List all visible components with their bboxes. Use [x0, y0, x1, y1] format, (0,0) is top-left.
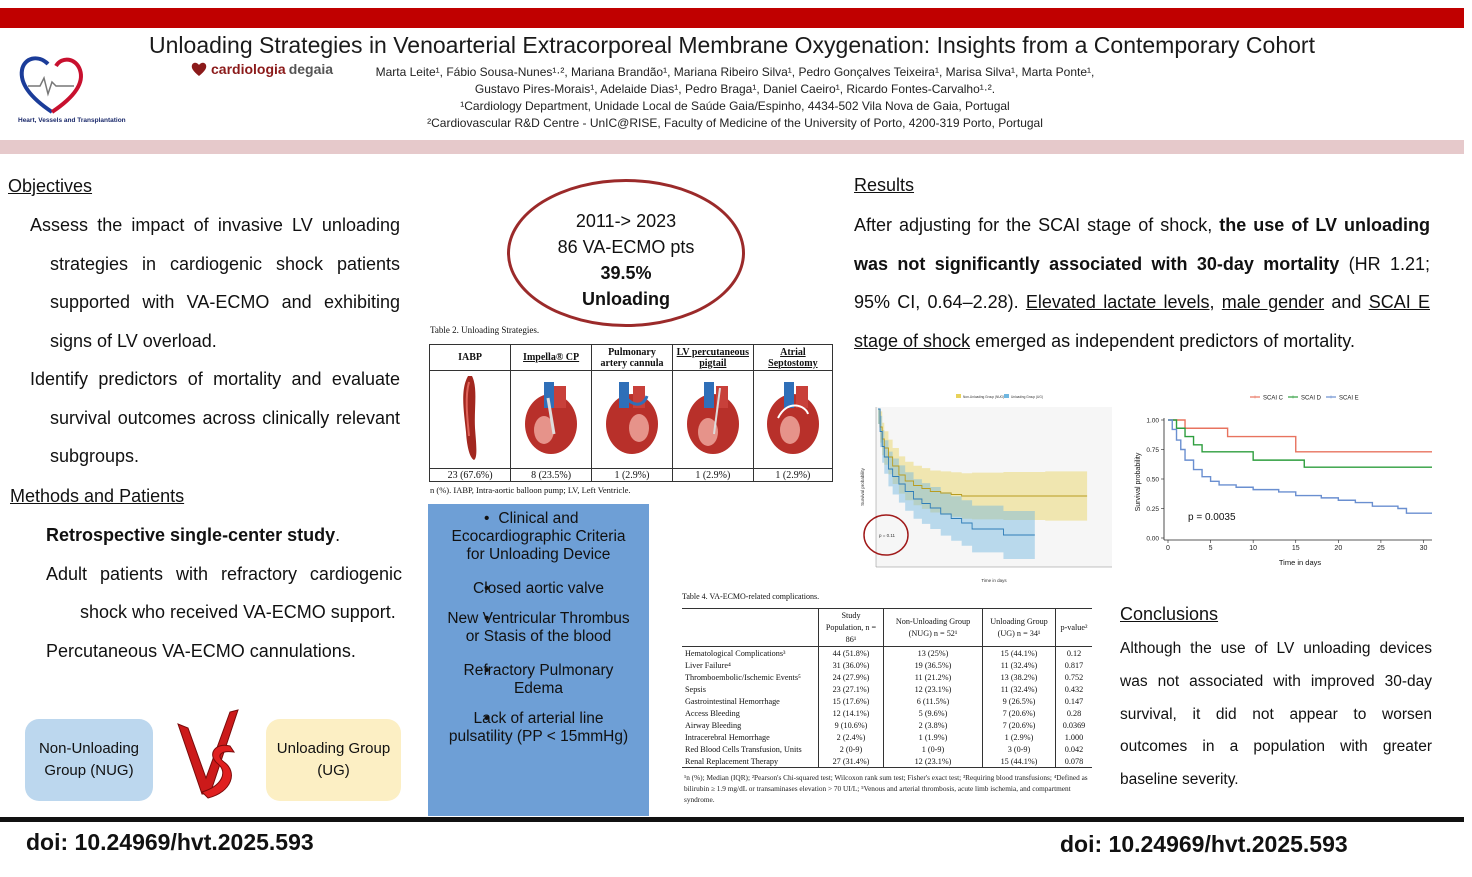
results-p1-bold: the use of LV unloading was not significantly associated with 30-day mortality: [854, 215, 1430, 274]
chart1-legend-swatch: [956, 394, 961, 398]
hvt-logo-caption: Heart, Vessels and Transplantation: [18, 117, 126, 124]
table4-cell: 2 (3.8%): [884, 719, 983, 731]
chart1-xlabel: Time in days: [981, 578, 1007, 583]
chart2-x-tick-label: 15: [1291, 545, 1300, 552]
table4-cell: 12 (23.1%): [884, 683, 983, 695]
chart1-legend-label: Unloading Group (UG): [1011, 395, 1043, 399]
criteria-item: • Clinical and Ecocardiographic Criteria for Unloading Device: [428, 510, 649, 564]
table4-cell: 13 (25%): [884, 647, 983, 660]
table4-row-label: Airway Bleeding: [682, 719, 819, 731]
table4-cell: 31 (36.0%): [819, 659, 884, 671]
table4-cell: 9 (10.6%): [819, 719, 884, 731]
table4-caption: Table 4. VA-ECMO-related complications.: [682, 592, 820, 601]
footer-divider: [0, 817, 1464, 822]
criteria-item: • Lack of arterial line pulsatility (PP < 15mmHg): [428, 710, 649, 746]
header-divider-bar: [0, 140, 1464, 154]
table4-cell: 6 (11.5%): [884, 695, 983, 707]
table4-cell: 0.078: [1064, 756, 1084, 766]
affiliation-2: ²Cardiovascular R&D Centre - UnIC@RISE, Faculty of Medicine of the University of Porto, 4200-319 Porto, Portugal: [427, 116, 1043, 130]
nug-group-pill: Non-Unloading Group (NUG): [25, 719, 153, 801]
table4-cell: 11 (32.4%): [983, 683, 1056, 695]
table4-cell: 15 (44.1%): [983, 647, 1056, 660]
heart-brand-icon: [190, 60, 208, 78]
conclusions-heading: Conclusions: [1120, 604, 1219, 624]
table4-row-label: Access Bleeding: [682, 707, 819, 719]
table4-cell: 19 (36.5%): [884, 659, 983, 671]
oval-percent: 39.5%: [600, 263, 652, 283]
table4-cell: 7 (20.6%): [983, 719, 1056, 731]
table4-cell: 13 (38.2%): [983, 671, 1056, 683]
chart2-y-tick-label: 0.50: [1146, 476, 1159, 484]
authors-line-1: Marta Leite¹, Fábio Sousa-Nunes¹·², Mariana Brandão¹, Mariana Ribeiro Silva¹, Pedro Gonçalves Teixeira¹, Marisa Silva¹, Marta Ponte¹,: [375, 65, 1095, 79]
septostomy-image: [753, 371, 832, 469]
doi-right[interactable]: doi: 10.24969/hvt.2025.593: [1060, 831, 1348, 857]
table4-row: [682, 731, 1092, 743]
method-item: • Percutaneous VA-ECMO cannulations.: [8, 632, 402, 671]
results-u3: SCAI E stage of shock: [854, 292, 1430, 351]
table4-row: [682, 683, 1092, 695]
heart-logo-icon: [18, 52, 86, 116]
chart2-legend-label: SCAI E: [1339, 395, 1359, 402]
table2-caption: Table 2. Unloading Strategies.: [430, 325, 540, 335]
poster-title: Unloading Strategies in Venoarterial Extracorporeal Membrane Oxygenation: Insights from a Contemporary Cohort: [149, 32, 1315, 58]
table4-header: Non-Unloading Group (NUG) n = 52¹: [884, 609, 983, 647]
table2-header: LV percutaneous pigtail: [672, 345, 753, 371]
results-u1: Elevated lactate levels: [1025, 292, 1210, 312]
objectives-list: [8, 206, 400, 476]
heart-impella-icon: [518, 378, 584, 458]
affiliation-1: ¹Cardiology Department, Unidade Local de Saúde Gaia/Espinho, 4434-502 Vila Nova de Gaia, Portugal: [460, 99, 1010, 113]
oval-unloading: Unloading: [582, 289, 670, 309]
table4-header: Unloading Group (UG) n = 34¹: [983, 609, 1056, 647]
chart2-legend-marker: +: [1253, 395, 1257, 401]
table4-row-label: Intracerebral Hemorrhage: [682, 731, 819, 743]
chart2-legend-label: SCAI D: [1301, 395, 1322, 402]
criteria-item: • Refractory Pulmonary Edema: [428, 662, 649, 698]
table4-cell: 27 (31.4%): [819, 755, 884, 768]
table4-cell: 0.432: [1064, 684, 1084, 694]
table4-row: [682, 755, 1092, 768]
table4-row-label: Red Blood Cells Transfusion, Units: [682, 743, 819, 755]
table2-value: 1 (2.9%): [592, 469, 673, 482]
table4-cell: 12 (23.1%): [884, 755, 983, 768]
lv-pigtail-image: [672, 371, 753, 469]
table2-header: Impella® CP: [511, 345, 592, 371]
chart2-y-tick-label: 0.00: [1146, 535, 1159, 543]
brand-text-b: degaia: [288, 61, 334, 77]
table2-value: 23 (67.6%): [430, 469, 511, 482]
results-p1: After adjusting for the SCAI stage of shock,: [854, 215, 1213, 235]
table4-complications: [682, 608, 1092, 768]
table4-row: [682, 719, 1092, 731]
table4-row-label: Thromboembolic/Ischemic Events⁵: [682, 671, 819, 683]
results-p4: emerged as independent predictors of mortality.: [975, 330, 1355, 351]
table4-notes: ¹n (%); Median (IQR); ²Pearson's Chi-squared test; Wilcoxon rank sum test; Fisher's exact test; ³Requiring blood transfusions; ⁴Defined as bilirubin ≥ 1.9 mg/dL or transaminases elevation > 70 UI/L; ⁵Venous and arterial thrombosis, acute limb ischemia, and compartment syndrome.: [684, 773, 1088, 804]
chart2-x-tick-label: 25: [1377, 545, 1385, 552]
table4-cell: 1 (0-9): [884, 743, 983, 755]
pa-cannula-image: [592, 371, 673, 469]
chart2-legend-marker: +: [1291, 395, 1295, 401]
impella-image: [511, 371, 592, 469]
table4-cell: 0.12: [1066, 648, 1082, 658]
table4-cell: 1 (1.9%): [884, 731, 983, 743]
criteria-item: • New Ventricular Thrombus or Stasis of the blood: [428, 610, 649, 646]
table4-row: [682, 743, 1092, 755]
iabp-image: [430, 371, 511, 469]
table4-row-label: Sepsis: [682, 683, 819, 695]
brand-text-a: cardiologia: [211, 61, 286, 77]
oval-patients: 86 VA-ECMO pts: [557, 237, 695, 257]
table2-note: n (%). IABP, Intra-aortic balloon pump; LV, Left Ventricle.: [430, 485, 631, 495]
table4-header: p-value²: [1056, 609, 1093, 647]
chart2-y-tick-label: 0.75: [1146, 447, 1159, 454]
chart2-x-tick-label: 0: [1166, 545, 1170, 552]
heart-septostomy-icon: [760, 378, 826, 458]
conclusions-text: Although the use of LV unloading devices was not associated with improved 30-day survival, it did not appear to worsen outcomes in a population with greater baseline severity.: [1120, 640, 1432, 789]
table4-cell: 23 (27.1%): [819, 683, 884, 695]
table4-cell: 2 (2.4%): [819, 731, 884, 743]
table4-cell: 0.817: [1064, 660, 1084, 670]
objective-item: • Assess the impact of invasive LV unloading strategies in cardiogenic shock patients supported with VA-ECMO and exhibiting signs of LV overload.: [8, 206, 400, 360]
objective-item: • Identify predictors of mortality and evaluate survival outcomes across clinically relevant subgroups.: [8, 360, 400, 476]
table4-row: [682, 695, 1092, 707]
table4-cell: 0.752: [1064, 672, 1084, 682]
chart2-pvalue: p = 0.0035: [1188, 512, 1236, 523]
table4-cell: 1.000: [1064, 732, 1084, 742]
results-heading: Results: [854, 175, 915, 195]
chart2-y-tick-label: 1.00: [1146, 417, 1159, 425]
table4-row-label: Hematological Complications³: [682, 647, 819, 660]
chart2-xlabel: Time in days: [1278, 558, 1322, 567]
table4-cell: 0.147: [1064, 696, 1084, 706]
table4-cell: 3 (0-9): [983, 743, 1056, 755]
iabp-balloon-icon: [450, 372, 490, 464]
table2-value: 1 (2.9%): [672, 469, 753, 482]
oval-years: 2011-> 2023: [575, 211, 677, 231]
method-item: • Adult patients with refractory cardiogenic shock who received VA-ECMO support.: [8, 555, 402, 632]
ug-group-pill: Unloading Group (UG): [266, 719, 401, 801]
chart2-y-tick-label: 0.25: [1146, 506, 1159, 513]
table4-cell: 2 (0-9): [819, 743, 884, 755]
chart1-legend-swatch: [1004, 394, 1009, 398]
criteria-item: • Closed aortic valve: [428, 580, 649, 598]
table2-value: 8 (23.5%): [511, 469, 592, 482]
table4-header: [682, 609, 819, 647]
table4-body: [682, 647, 1092, 768]
table4-cell: 0.042: [1064, 744, 1084, 754]
method-item-tail: .: [335, 525, 341, 545]
criteria-list: [428, 504, 649, 746]
table4-row: [682, 707, 1092, 719]
results-sep1: ,: [1209, 292, 1215, 312]
chart1-pvalue: p = 0.11: [879, 533, 896, 538]
table4-cell: 11 (32.4%): [983, 659, 1056, 671]
table4-cell: 9 (26.5%): [983, 695, 1056, 707]
table4-row: [682, 671, 1092, 683]
table4-cell: 5 (9.6%): [884, 707, 983, 719]
table4-row: [682, 659, 1092, 671]
km-chart-unloading: [858, 393, 1122, 583]
chart1-legend-label: Non-Unloading Group (NUG): [963, 395, 1005, 399]
methods-heading: Methods and Patients: [10, 486, 185, 506]
table4-row-label: Liver Failure⁴: [682, 659, 819, 671]
table4-cell: 12 (14.1%): [819, 707, 884, 719]
km-chart-scai: [1130, 388, 1442, 568]
table4-cell: 11 (21.2%): [884, 671, 983, 683]
results-p3: and: [1331, 292, 1362, 312]
table4-row-label: Gastrointestinal Hemorrhage: [682, 695, 819, 707]
authors: [330, 64, 1140, 132]
chart1-ylabel: Survival probability: [860, 468, 865, 506]
heart-pigtail-icon: [680, 378, 746, 458]
table2-header: Pulmonary artery cannula: [592, 345, 673, 371]
chart2-x-tick-label: 20: [1334, 545, 1343, 552]
doi-left[interactable]: doi: 10.24969/hvt.2025.593: [26, 829, 314, 855]
authors-line-2: Gustavo Pires-Morais¹, Adelaide Dias¹, Pedro Braga¹, Daniel Caeiro¹, Ricardo Fontes-Carvalho¹·².: [474, 82, 996, 96]
results-u2: male gender: [1221, 292, 1325, 312]
methods-list: [8, 516, 402, 670]
cohort-summary-oval: [507, 179, 745, 327]
chart2-x-tick-label: 10: [1249, 545, 1258, 552]
table4-cell: 0.0369: [1062, 720, 1086, 730]
chart2-legend-marker: +: [1329, 395, 1333, 401]
table4-cell: 1 (2.9%): [983, 731, 1056, 743]
table4-cell: 15 (17.6%): [819, 695, 884, 707]
heart-pa-cannula-icon: [599, 378, 665, 458]
cardiologia-gaia-logo: [190, 60, 333, 78]
table2-header: Atrial Septostomy: [753, 345, 832, 371]
table4-header: Study Population, n = 86¹: [819, 609, 884, 647]
table4-cell: 24 (27.9%): [819, 671, 884, 683]
table2-header: IABP: [430, 345, 511, 371]
table2-unloading-strategies: [429, 344, 833, 482]
table4-cell: 0.28: [1066, 708, 1082, 718]
results-p2: (HR 1.21; 95% CI, 0.64–2.28).: [854, 253, 1430, 312]
table4-cell: 15 (44.1%): [983, 755, 1056, 768]
table4-cell: 7 (20.6%): [983, 707, 1056, 719]
table4-row: [682, 647, 1092, 660]
objectives-heading: Objectives: [8, 176, 93, 196]
method-item-bold: Retrospective single-center study: [46, 525, 336, 545]
chart2-ylabel: Survival probability: [1135, 452, 1142, 512]
unloading-criteria-box: [428, 504, 649, 816]
chart2-x-tick-label: 5: [1208, 545, 1213, 552]
method-item: [8, 516, 402, 555]
chart2-x-tick-label: 30: [1419, 545, 1428, 552]
versus-icon: [172, 706, 244, 802]
top-accent-bar: [0, 8, 1464, 28]
table2-value: 1 (2.9%): [753, 469, 832, 482]
chart2-legend-label: SCAI C: [1263, 395, 1284, 402]
table4-cell: 44 (51.8%): [819, 647, 884, 660]
table4-row-label: Renal Replacement Therapy: [682, 755, 819, 768]
results-text: [854, 206, 1430, 360]
